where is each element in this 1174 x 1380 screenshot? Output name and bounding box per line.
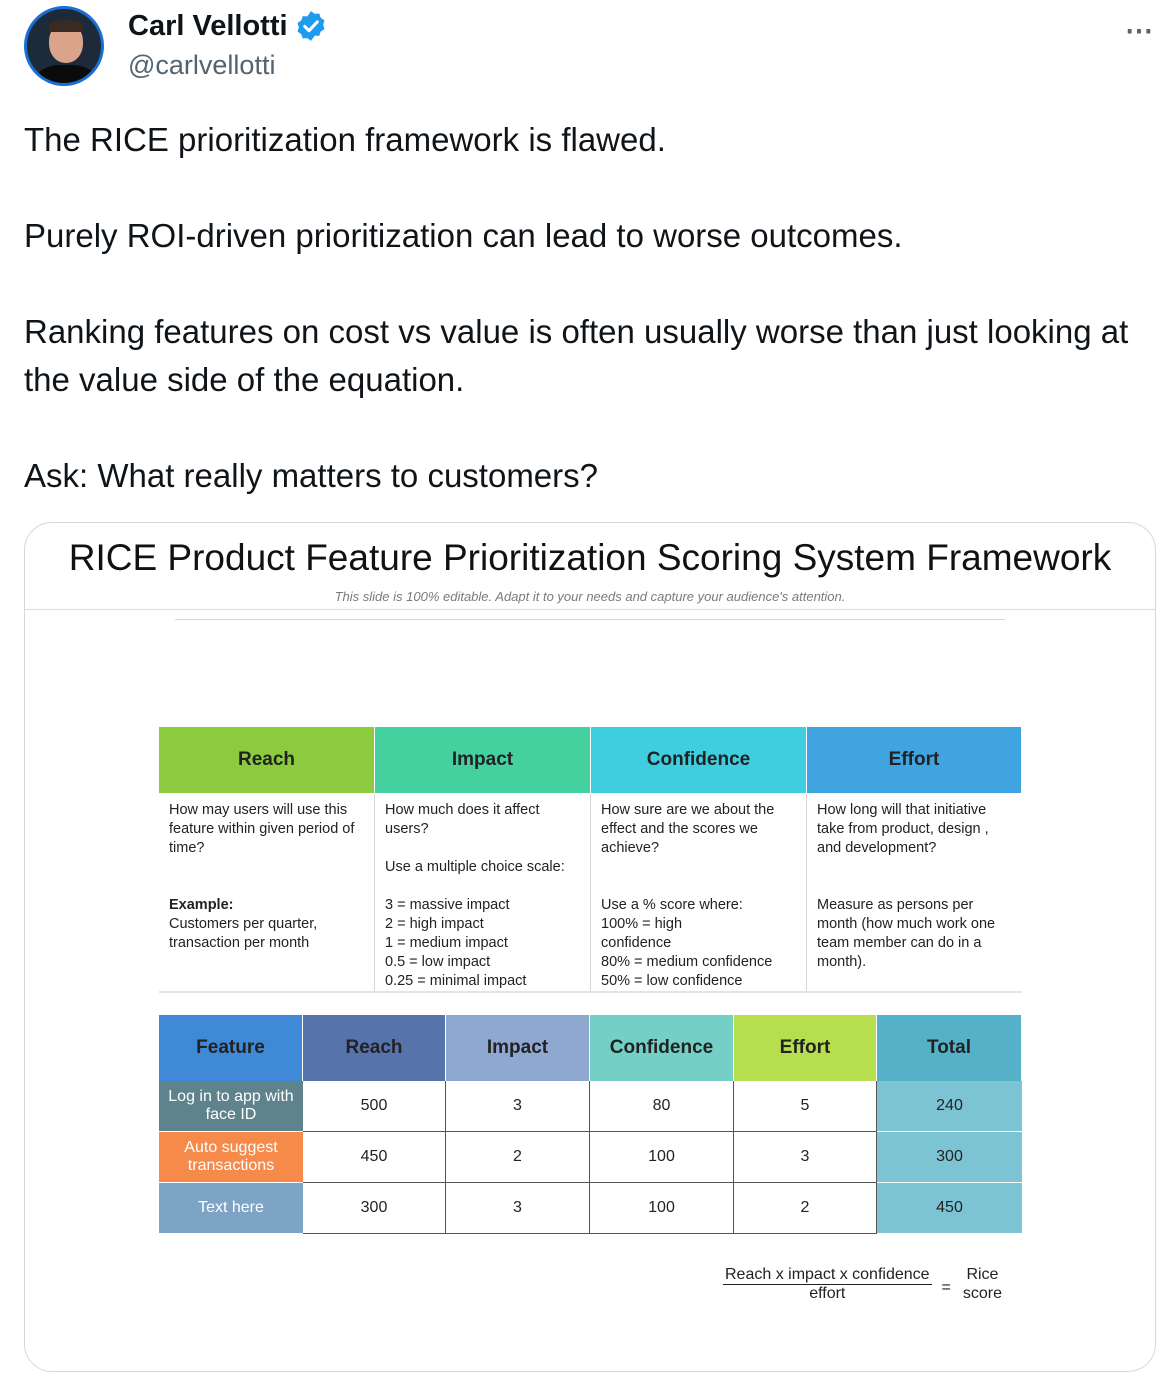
effort-description xyxy=(807,793,1022,993)
formula-result-line1: Rice xyxy=(966,1266,999,1283)
confidence-scale-text: Use a % score where: 100% = high confidence 80% = medium confidence 50% = low confidence xyxy=(601,897,773,989)
impact-cell: 2 xyxy=(446,1132,590,1183)
confidence-description xyxy=(591,793,807,993)
total-cell: 240 xyxy=(877,1081,1022,1132)
confidence-desc-text: How sure are we about the effect and the scores we achieve? xyxy=(601,802,775,856)
avatar-shirt xyxy=(35,65,97,86)
reach-cell: 500 xyxy=(303,1081,446,1132)
spacer xyxy=(601,858,796,877)
reach-example-label: Example: xyxy=(169,897,234,913)
reach-column-header: Reach xyxy=(303,1015,446,1081)
formula-result-line2: score xyxy=(962,1285,1003,1302)
rice-definition-table xyxy=(159,727,1022,993)
impact-header: Impact xyxy=(375,727,591,793)
effort-cell: 2 xyxy=(734,1183,877,1234)
feature-cell: Log in to app with face ID xyxy=(159,1081,303,1132)
impact-cell: 3 xyxy=(446,1081,590,1132)
reach-desc-text: How may users will use this feature within given period of time? xyxy=(169,802,355,856)
formula-numerator: Reach x impact x confidence xyxy=(725,1265,930,1283)
effort-desc-text: How long will that initiative take from product, design , and development? xyxy=(817,802,989,856)
divider xyxy=(25,609,1155,610)
confidence-cell: 100 xyxy=(590,1132,734,1183)
spacer xyxy=(385,877,580,896)
effort-header: Effort xyxy=(807,727,1022,793)
media-image[interactable] xyxy=(24,522,1156,1372)
confidence-header: Confidence xyxy=(591,727,807,793)
slide-title: RICE Product Feature Prioritization Scoring System Framework xyxy=(68,537,1112,578)
rice-formula xyxy=(723,1265,1002,1303)
author-handle[interactable]: @carlvellotti xyxy=(128,50,276,80)
total-cell: 450 xyxy=(877,1183,1022,1234)
rice-score-table xyxy=(159,1015,1022,1234)
tweet-paragraph: Ranking features on cost vs value is often usually worse than just looking at the value side of the equation. xyxy=(24,313,1129,398)
reach-header: Reach xyxy=(159,727,375,793)
effort-cell: 5 xyxy=(734,1081,877,1132)
name-row xyxy=(128,8,328,44)
impact-desc-text: How much does it affect users? xyxy=(385,802,540,837)
formula-denominator: effort xyxy=(809,1284,846,1302)
avatar[interactable] xyxy=(24,6,104,86)
confidence-cell: 100 xyxy=(590,1183,734,1234)
reach-cell: 300 xyxy=(303,1183,446,1234)
tweet-paragraph: Purely ROI-driven prioritization can lead to worse outcomes. xyxy=(24,217,903,254)
confidence-cell: 80 xyxy=(590,1081,734,1132)
effort-column-header: Effort xyxy=(734,1015,877,1081)
impact-scale-text: 3 = massive impact 2 = high impact 1 = medium impact 0.5 = low impact 0.25 = minimal impact xyxy=(385,897,527,989)
spacer xyxy=(601,877,796,896)
confidence-column-header: Confidence xyxy=(590,1015,734,1081)
feature-cell: Text here xyxy=(159,1183,303,1234)
spacer xyxy=(169,877,364,896)
author-name[interactable]: Carl Vellotti xyxy=(128,9,288,42)
impact-cell: 3 xyxy=(446,1183,590,1234)
feature-cell: Auto suggest transactions xyxy=(159,1132,303,1183)
formula-fraction xyxy=(723,1266,932,1303)
more-options-icon[interactable]: ⋯ xyxy=(1125,15,1152,46)
slide-subtitle: This slide is 100% editable. Adapt it to your needs and capture your audience's attention. xyxy=(334,589,846,604)
divider xyxy=(175,619,1005,620)
formula-equals: = xyxy=(941,1279,951,1296)
impact-column-header: Impact xyxy=(446,1015,590,1081)
spacer xyxy=(169,858,364,877)
tweet-paragraph: The RICE prioritization framework is flawed. xyxy=(24,121,666,158)
feature-column-header: Feature xyxy=(159,1015,303,1081)
total-column-header: Total xyxy=(877,1015,1022,1081)
reach-description xyxy=(159,793,375,993)
impact-description xyxy=(375,793,591,993)
spacer xyxy=(817,858,1012,877)
spacer xyxy=(385,839,580,858)
verified-badge-icon xyxy=(294,9,328,43)
tweet-paragraph: Ask: What really matters to customers? xyxy=(24,457,599,494)
effort-cell: 3 xyxy=(734,1132,877,1183)
reach-example-text: Customers per quarter, transaction per month xyxy=(169,916,318,951)
effort-measure-text: Measure as persons per month (how much work one team member can do in a month). xyxy=(817,897,996,970)
avatar-hair xyxy=(49,20,83,32)
total-cell: 300 xyxy=(877,1132,1022,1183)
tweet-text xyxy=(24,116,1164,548)
formula-result xyxy=(963,1265,1002,1303)
reach-cell: 450 xyxy=(303,1132,446,1183)
spacer xyxy=(817,877,1012,896)
impact-scale-intro: Use a multiple choice scale: xyxy=(385,859,565,875)
